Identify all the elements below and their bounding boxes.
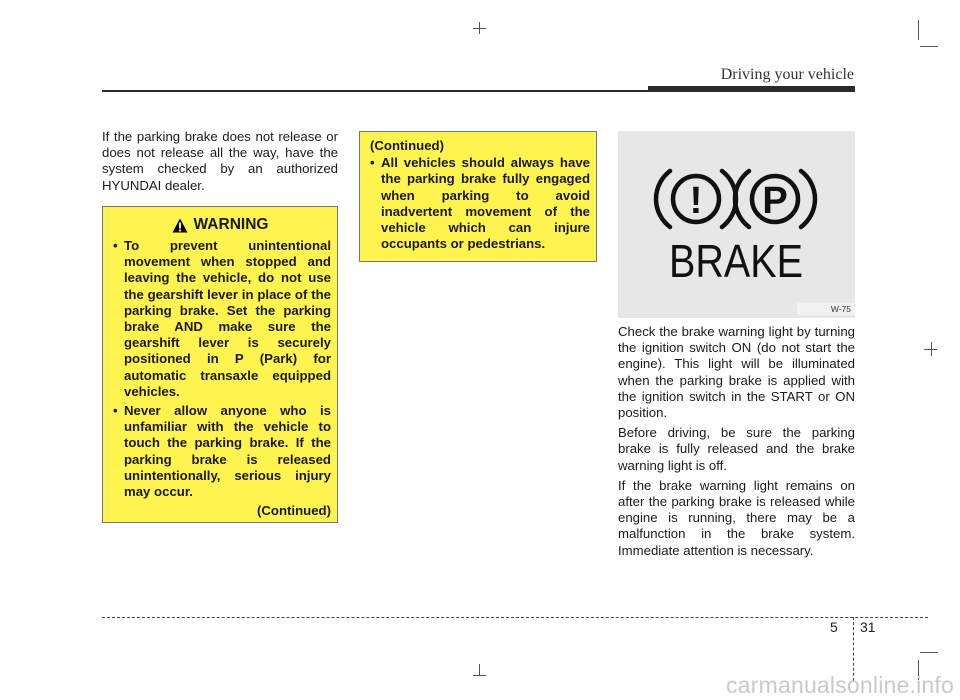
warning-item-text: Never allow anyone who is unfamiliar with the vehicle to touch the parking brake. If the parking brake is released unintentionally, serious injury may occur.: [124, 403, 331, 500]
bullet-icon: •: [113, 403, 118, 419]
intro-paragraph: If the parking brake does not release or does not release all the way, have the system checked by an authorized HYUNDAI dealer.: [102, 129, 338, 193]
brake-symbol-exclamation: !: [689, 180, 703, 222]
warning-item: [113, 238, 331, 400]
right-column-text: [618, 324, 855, 559]
crop-mark-top-right-v: [918, 20, 919, 40]
warning-title: WARNING: [193, 216, 269, 233]
warning-continued-label: (Continued): [257, 503, 331, 519]
crop-mark-bottom-right-h: [920, 652, 938, 653]
continued-item: [370, 155, 590, 252]
before-driving-paragraph: Before driving, be sure the parking brake is fully released and the brake warning light is off.: [618, 425, 855, 473]
bullet-icon: •: [113, 238, 118, 253]
footer-rule: [102, 617, 928, 618]
watermark: carmanualsonline.info: [726, 672, 954, 698]
bullet-icon: •: [370, 155, 375, 171]
crop-mark-top-right-h: [920, 46, 938, 47]
warning-list: [103, 238, 337, 500]
brake-label: BRAKE: [669, 235, 803, 287]
warning-box: [102, 206, 338, 523]
warning-item: [113, 403, 331, 500]
warning-item-text: To prevent unintentional movement when stopped and leaving the vehicle, do not use the gearshift lever in place of the parking brake. Set the parking brake AND make sure the gearshift lever is securely positioned in P (Park) for automatic transaxle equipped vehicles.: [124, 238, 331, 399]
continued-warning-box: [359, 131, 597, 262]
section-title: Driving your vehicle: [720, 66, 854, 83]
brake-warning-figure: [618, 131, 855, 318]
page-number: 31: [860, 619, 876, 635]
figure-code: W-75: [797, 303, 855, 315]
continued-label: (Continued): [370, 138, 444, 153]
malfunction-paragraph: If the brake warning light remains on after the parking brake is released while engine is running, there may be a malfunction in the brake system. Immediate attention is necessary.: [618, 477, 855, 558]
chapter-number: 5: [830, 619, 838, 635]
header-rule: [102, 90, 648, 92]
header-bar: [648, 86, 855, 92]
warning-header: [103, 216, 337, 234]
crop-mark-right-middle-h: [924, 349, 937, 350]
continued-item-text: All vehicles should always have the parking brake fully engaged when parking to avoid inadvertent movement of the vehicle which can injure occupants or pedestrians.: [381, 155, 590, 252]
warning-triangle-icon: [172, 218, 188, 233]
crop-mark-bottom-center-h: [473, 675, 486, 676]
continued-list: [360, 155, 596, 252]
brake-warning-light-icon: [618, 131, 855, 318]
crop-mark-top-center-h: [473, 28, 486, 29]
check-brake-paragraph: Check the brake warning light by turning the ignition switch ON (do not start the engine). This light will be illuminated when the parking brake is applied with the ignition switch in the START or ON position.: [618, 324, 855, 421]
brake-symbol-parking: P: [762, 180, 788, 222]
